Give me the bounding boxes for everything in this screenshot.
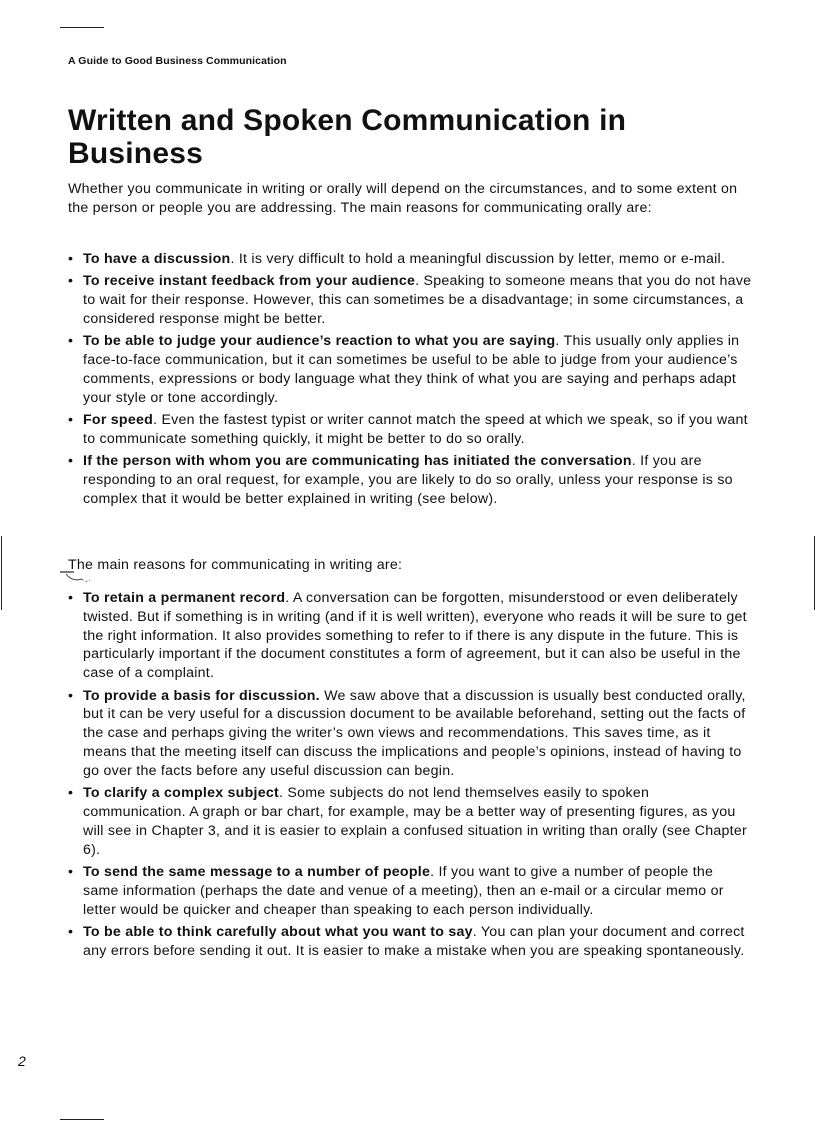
- intro-paragraph: Whether you communicate in writing or orally will depend on the circumstances, and to some extent on the person or people you are addressing. The main reasons for communicating orally are:: [68, 181, 738, 216]
- list-item-lead: For speed: [83, 412, 154, 429]
- bullet-icon: •: [68, 923, 74, 940]
- list-item: [68, 411, 752, 449]
- list-item-lead: To provide a basis for discussion.: [83, 687, 320, 704]
- list-item-text: . A conversation can be forgotten, misunderstood or even deliberately twisted. But if something is in writing (and if it is well written), everyone who reads it will be sure to get the right information. It also provides something to refer to if there is any dispute in the future. This is particularly important if the document constitutes a form of agreement, but it can also be useful in the case of a complaint.: [83, 590, 747, 682]
- list-item-lead: To have a discussion: [83, 251, 231, 267]
- list-item-text: . Some subjects do not lend themselves easily to spoken communication. A graph or bar chart, for example, may be a better way of presenting figures, as you will see in Chapter 3, and it is easier to explain a confused situation in writing than orally (see Chapter 6).: [83, 785, 747, 858]
- list-item: [68, 923, 752, 961]
- crop-mark-left: [1, 536, 2, 610]
- bullet-icon: •: [68, 251, 74, 267]
- list-item-lead: To clarify a complex subject: [83, 785, 279, 802]
- list-item-lead: To send the same message to a number of people: [83, 863, 431, 880]
- page-title: Written and Spoken Communication in Business: [68, 104, 627, 170]
- writing-reasons-list: [68, 589, 752, 964]
- list-item-lead: To be able to think carefully about what you want to say: [83, 923, 473, 940]
- list-item: [68, 687, 752, 781]
- bullet-icon: •: [68, 412, 74, 429]
- list-item-text: . Even the fastest typist or writer cannot match the speed at which we speak, so if you want to communicate something quickly, it might be better to do so orally.: [83, 412, 748, 447]
- list-item: [68, 452, 752, 508]
- list-item-text: . If you want to give a number of people the same information (perhaps the date and venue of a meeting), then an e-mail or a circular memo or letter would be quicker and cheaper than speaking to each person individually.: [83, 863, 724, 918]
- bullet-icon: •: [68, 453, 74, 470]
- crop-mark-top: [60, 27, 104, 28]
- bullet-icon: •: [68, 273, 74, 290]
- list-item-text: . This usually only applies in face-to-face communication, but it can sometimes be useful to be able to judge from your audience’s comments, expressions or body language what they think of what you are saying and perhaps adapt your style or tone accordingly.: [83, 333, 740, 406]
- list-item: [68, 272, 752, 328]
- bullet-icon: •: [68, 590, 74, 606]
- list-item-lead: To receive instant feedback from your audience: [83, 273, 416, 290]
- bullet-icon: •: [68, 863, 74, 880]
- list-item-text: . If you are responding to an oral request, for example, you are likely to do so orally, unless your response is so complex that it would be better explained in writing (see below).: [83, 453, 733, 507]
- list-item-lead: If the person with whom you are communicating has initiated the conversation: [83, 453, 632, 470]
- list-item-lead: To be able to judge your audience’s reaction to what you are saying: [83, 333, 556, 350]
- list-item-text: . It is very difficult to hold a meaningful discussion by letter, memo or e-mail.: [230, 251, 726, 267]
- oral-reasons-list: [68, 250, 752, 512]
- writing-intro-paragraph: The main reasons for communicating in writing are:: [68, 557, 403, 573]
- list-item: [68, 589, 752, 683]
- list-item-text: We saw above that a discussion is usually best conducted orally, but it can be very useful for a discussion document to be available beforehand, setting out the facts of the case and perhaps giving the writer’s own views and recommendations. This saves time, as it means that the meeting itself can discuss the implications and people’s opinions, instead of having to go over the facts before any useful discussion can begin.: [83, 687, 746, 779]
- bullet-icon: •: [68, 333, 74, 350]
- list-item-text: . Speaking to someone means that you do not have to wait for their response. However, this can sometimes be a disadvantage; in some circumstances, a considered response might be better.: [83, 273, 752, 327]
- list-item: [68, 332, 752, 407]
- crop-mark-right: [814, 536, 815, 610]
- list-item-text: . You can plan your document and correct any errors before sending it out. It is easier to make a mistake when you are speaking spontaneously.: [83, 923, 745, 959]
- list-item: [68, 784, 752, 859]
- list-item: [68, 250, 752, 269]
- list-item-lead: To retain a permanent record: [83, 590, 286, 606]
- bullet-icon: •: [68, 785, 74, 802]
- running-head: A Guide to Good Business Communication: [68, 55, 287, 67]
- crop-mark-bottom: [60, 1119, 104, 1120]
- page-number: 2: [18, 1053, 26, 1069]
- bullet-icon: •: [68, 687, 74, 704]
- list-item: [68, 863, 752, 919]
